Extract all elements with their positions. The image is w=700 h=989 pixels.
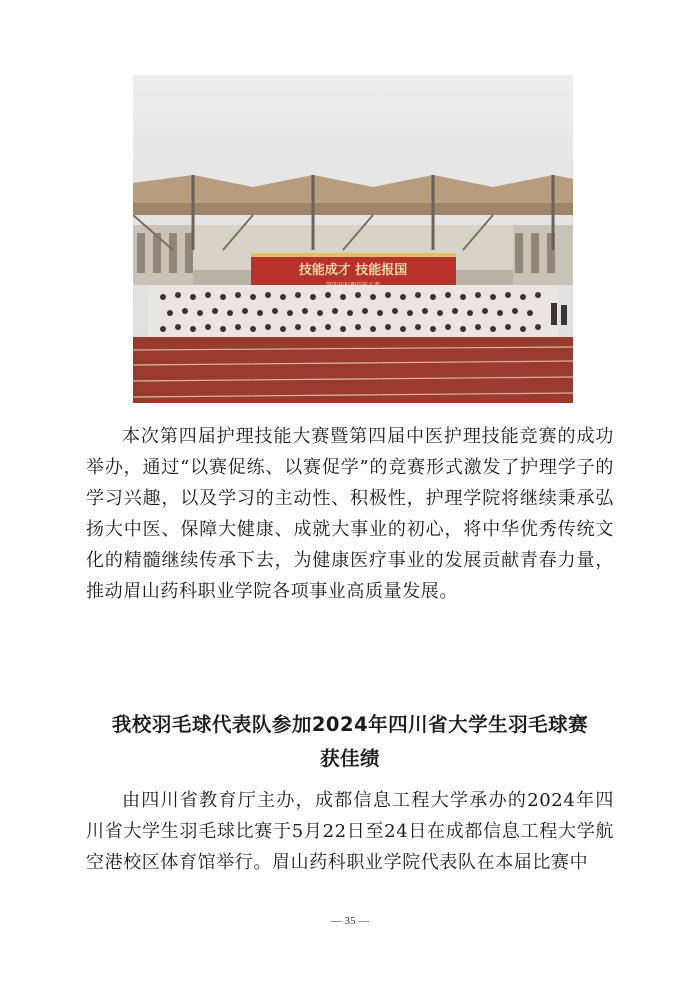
stadium-photo-illustration bbox=[133, 75, 573, 403]
banner-main-text: 技能成才 技能报国 bbox=[298, 263, 408, 278]
headline-line-1: 我校羽毛球代表队参加2024年四川省大学生羽毛球赛 bbox=[111, 713, 589, 736]
page-number: — 35 — bbox=[330, 915, 370, 927]
article-headline bbox=[86, 708, 614, 776]
article-paragraph: 本次第四届护理技能大赛暨第四届中医护理技能竞赛的成功举办，通过“以赛促练、以赛促学”的竞赛形式激发了护理学子的学习兴趣，以及学习的主动性、积极性，护理学院将继续秉承弘扬大中医、保障大健康、成就大事业的初心，将中华优秀传统文化的精髓继续传承下去，为健康医疗事业的发展贡献青春力量，推动眉山药科职业学院各项事业高质量发展。 bbox=[86, 426, 614, 602]
group-photo bbox=[133, 75, 573, 403]
article-paragraph: 由四川省教育厅主办，成都信息工程大学承办的2024年四川省大学生羽毛球比赛于5月22日至24日在成都信息工程大学航空港校区体育馆举行。眉山药科职业学院代表队在本届比赛中 bbox=[86, 790, 614, 873]
headline-line-2: 获佳绩 bbox=[319, 747, 380, 770]
